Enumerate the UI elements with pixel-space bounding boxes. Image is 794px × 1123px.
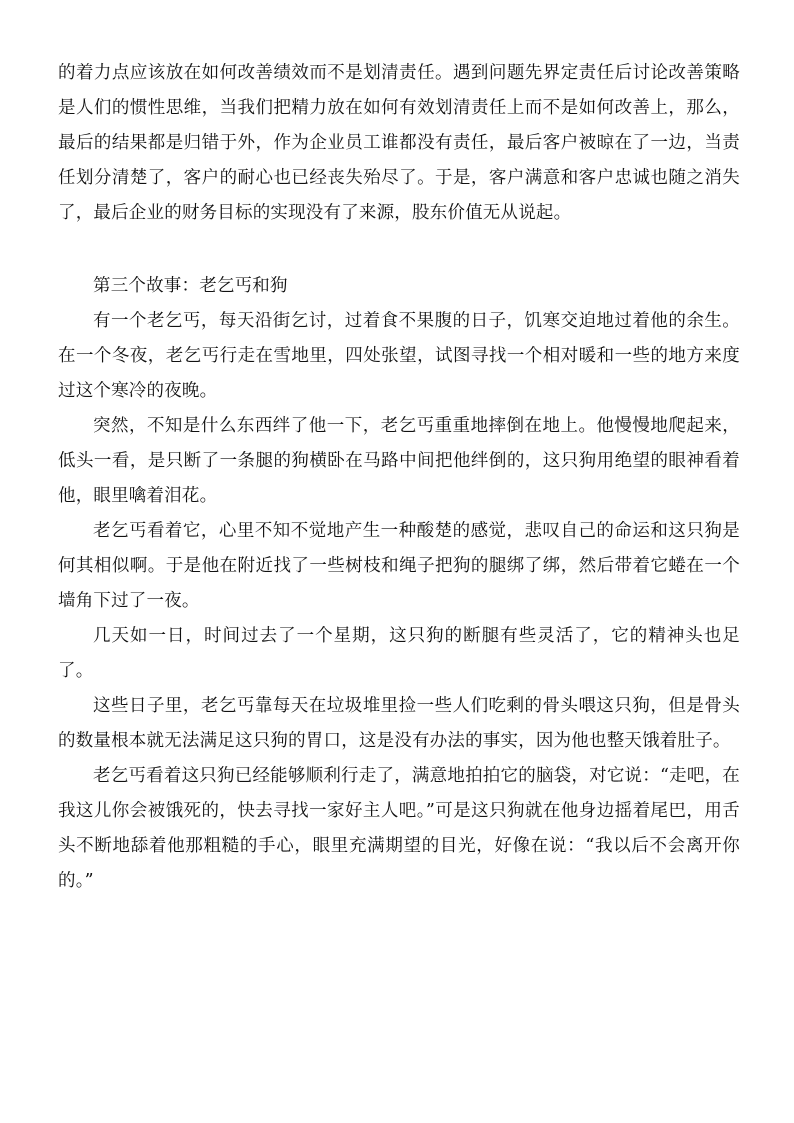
document-page bbox=[58, 56, 740, 899]
story-paragraph: 有一个老乞丐，每天沿街乞讨，过着食不果腹的日子，饥寒交迫地过着他的余生。在一个冬夜，老乞丐行走在雪地里，四处张望，试图寻找一个相对暖和一些的地方来度过这个寒冷的夜晚。 bbox=[58, 311, 740, 401]
opening-paragraph: 的着力点应该放在如何改善绩效而不是划清责任。遇到问题先界定责任后讨论改善策略是人们的惯性思维，当我们把精力放在如何有效划清责任上而不是如何改善上，那么，最后的结果都是归错于外，作为企业员工谁都没有责任，最后客户被晾在了一边，当责任划分清楚了，客户的耐心也已经丧失殆尽了。于是，客户满意和客户忠诚也随之消失了，最后企业的财务目标的实现没有了来源，股东价值无从说起。 bbox=[58, 63, 740, 223]
story-paragraph: 突然，不知是什么东西绊了他一下，老乞丐重重地摔倒在地上。他慢慢地爬起来，低头一看，是只断了一条腿的狗横卧在马路中间把他绊倒的，这只狗用绝望的眼神看着他，眼里噙着泪花。 bbox=[58, 416, 740, 506]
story-paragraph: 老乞丐看着这只狗已经能够顺利行走了，满意地拍拍它的脑袋，对它说：“走吧，在我这儿你会被饿死的，快去寻找一家好主人吧。”可是这只狗就在他身边摇着尾巴，用舌头不断地舔着他那粗糙的手心，眼里充满期望的目光，好像在说：“我以后不会离开你的。” bbox=[58, 766, 740, 891]
story-heading: 第三个故事：老乞丐和狗 bbox=[93, 276, 288, 296]
story-paragraph: 老乞丐看着它，心里不知不觉地产生一种酸楚的感觉，悲叹自己的命运和这只狗是何其相似啊。于是他在附近找了一些树枝和绳子把狗的腿绑了绑，然后带着它蜷在一个墙角下过了一夜。 bbox=[58, 521, 740, 611]
story-paragraph: 这些日子里，老乞丐靠每天在垃圾堆里捡一些人们吃剩的骨头喂这只狗，但是骨头的数量根本就无法满足这只狗的胃口，这是没有办法的事实，因为他也整天饿着肚子。 bbox=[58, 696, 740, 751]
section-spacer bbox=[58, 231, 740, 266]
story-paragraph: 几天如一日，时间过去了一个星期，这只狗的断腿有些灵活了，它的精神头也足了。 bbox=[58, 626, 740, 681]
